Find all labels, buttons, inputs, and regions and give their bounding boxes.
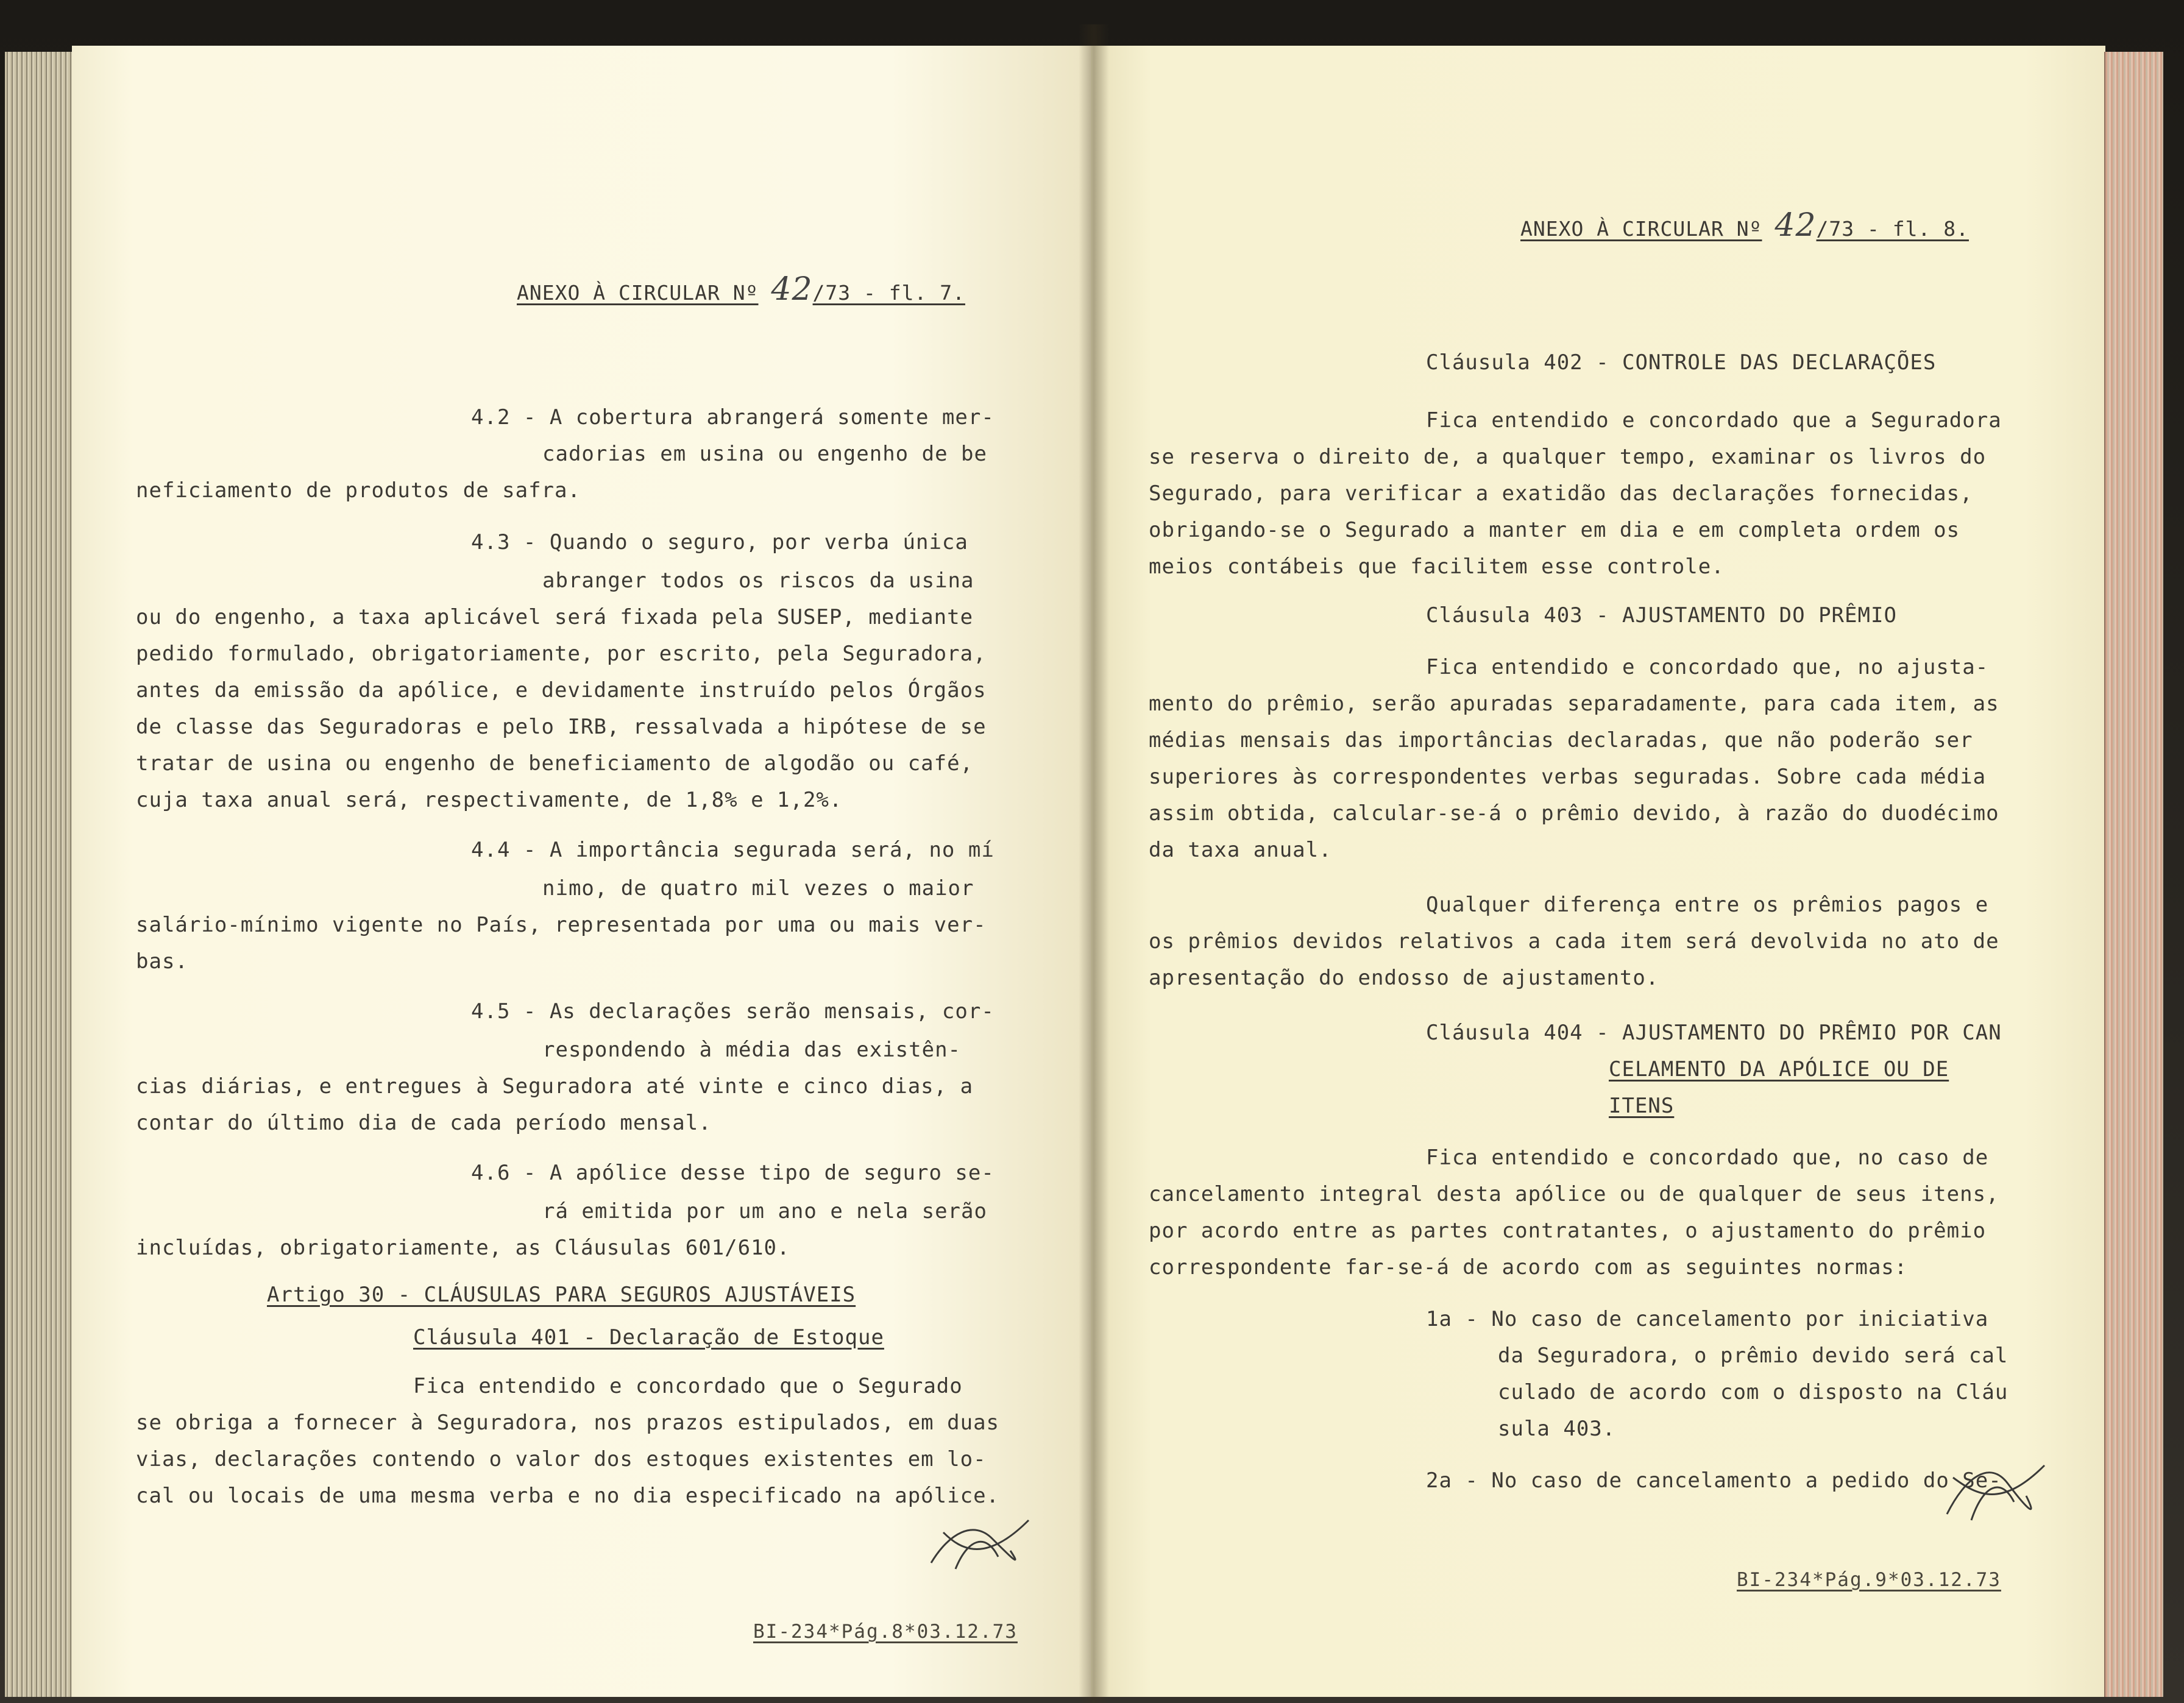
text-line: obrigando-se o Segurado a manter em dia e em completa ordem os [1149, 518, 1960, 542]
text-line: neficiamento de produtos de safra. [136, 478, 581, 503]
text-line: ou do engenho, a taxa aplicável será fixada pela SUSEP, mediante [136, 605, 974, 629]
text-line: se obriga a fornecer à Seguradora, nos prazos estipulados, em duas [136, 1411, 1000, 1435]
text-line: de classe das Seguradoras e pelo IRB, ressalvada a hipótese de se [136, 715, 987, 739]
right-page [1091, 46, 2105, 1697]
text-line: médias mensais das importâncias declaradas, que não poderão ser [1149, 728, 1973, 752]
signature-initials [919, 1496, 1041, 1587]
page-footer: BI-234*Pág.9*03.12.73 [1737, 1569, 2001, 1591]
text-line: apresentação do endosso de ajustamento. [1149, 966, 1659, 990]
right-page-edges [2104, 52, 2163, 1697]
text-line: cal ou locais de uma mesma verba e no dia especificado na apólice. [136, 1484, 1000, 1508]
text-line: 4.5 - As declarações serão mensais, cor- [471, 999, 994, 1024]
header-prefix: ANEXO À CIRCULAR Nº [1520, 217, 1762, 241]
clause-heading: Cláusula 403 - AJUSTAMENTO DO PRÊMIO [1426, 603, 1897, 628]
text-line: rá emitida por um ano e nela serão [542, 1199, 987, 1223]
text-line: Segurado, para verificar a exatidão das declarações fornecidas, [1149, 481, 1973, 506]
text-line: incluídas, obrigatoriamente, as Cláusulas 601/610. [136, 1236, 790, 1260]
text-line: pedido formulado, obrigatoriamente, por escrito, pela Seguradora, [136, 642, 987, 666]
text-line: respondendo à média das existên- [542, 1038, 962, 1062]
text-line: sula 403. [1498, 1417, 1616, 1441]
text-line: salário-mínimo vigente no País, representada por uma ou mais ver- [136, 913, 987, 937]
text-line: Fica entendido e concordado que, no ajusta- [1426, 655, 1989, 679]
text-line: bas. [136, 949, 188, 974]
text-line: Fica entendido e concordado que o Segurado [413, 1374, 963, 1398]
text-line: 1a - No caso de cancelamento por iniciativa [1426, 1307, 1989, 1331]
text-line: tratar de usina ou engenho de beneficiamento de algodão ou café, [136, 751, 974, 776]
text-line: meios contábeis que facilitem esse controle. [1149, 554, 1725, 579]
right-page-block [1091, 34, 2163, 1697]
text-line: se reserva o direito de, a qualquer tempo, examinar os livros do [1149, 445, 1987, 469]
text-line: 4.4 - A importância segurada será, no mí [471, 838, 994, 862]
text-line: da Seguradora, o prêmio devido será cal [1498, 1344, 2008, 1368]
text-line: antes da emissão da apólice, e devidamente instruído pelos Órgãos [136, 678, 987, 703]
clause-heading-cont: ITENS [1609, 1094, 1675, 1118]
text-line: cias diárias, e entregues à Seguradora até vinte e cinco dias, a [136, 1074, 974, 1099]
text-line: vias, declarações contendo o valor dos estoques existentes em lo- [136, 1447, 987, 1471]
text-line: 4.3 - Quando o seguro, por verba única [471, 530, 968, 554]
left-page [72, 46, 1096, 1697]
text-line: abranger todos os riscos da usina [542, 568, 974, 593]
header-prefix: ANEXO À CIRCULAR Nº [517, 281, 759, 305]
text-line: Qualquer diferença entre os prêmios pagos e [1426, 893, 1989, 917]
left-page-block [5, 34, 1096, 1697]
book-gutter [1079, 24, 1109, 1703]
text-line: mento do prêmio, serão apuradas separadamente, para cada item, as [1149, 692, 1999, 716]
clause-heading-cont: CELAMENTO DA APÓLICE OU DE [1609, 1057, 1949, 1082]
text-line: 2a - No caso de cancelamento a pedido do Se- [1426, 1468, 2002, 1493]
handwritten-number: 42 [1774, 207, 1817, 244]
right-header [1520, 207, 1969, 244]
text-line: culado de acordo com o disposto na Cláu [1498, 1380, 2008, 1404]
text-line: 4.6 - A apólice desse tipo de seguro se- [471, 1161, 994, 1185]
text-line: cuja taxa anual será, respectivamente, de 1,8% e 1,2%. [136, 788, 843, 812]
text-line: assim obtida, calcular-se-á o prêmio devido, à razão do duodécimo [1149, 801, 1999, 826]
text-line: Fica entendido e concordado que a Seguradora [1426, 408, 2002, 433]
signature-initials [1929, 1435, 2051, 1538]
text-line: cadorias em usina ou engenho de be [542, 442, 987, 466]
left-header [517, 271, 965, 308]
text-line: cancelamento integral desta apólice ou de qualquer de seus itens, [1149, 1182, 1999, 1206]
text-line: nimo, de quatro mil vezes o maior [542, 876, 974, 901]
clause-heading: Cláusula 404 - AJUSTAMENTO DO PRÊMIO POR CAN [1426, 1021, 2002, 1045]
page-footer: BI-234*Pág.8*03.12.73 [753, 1621, 1018, 1643]
text-line: 4.2 - A cobertura abrangerá somente mer- [471, 405, 994, 430]
text-line: por acordo entre as partes contratantes, o ajustamento do prêmio [1149, 1219, 1987, 1243]
text-line: superiores às correspondentes verbas seguradas. Sobre cada média [1149, 765, 1987, 789]
clause-heading: Cláusula 402 - CONTROLE DAS DECLARAÇÕES [1426, 350, 1937, 375]
handwritten-number: 42 [771, 271, 813, 308]
left-page-edges [5, 52, 73, 1697]
clause-heading: Cláusula 401 - Declaração de Estoque [413, 1325, 884, 1350]
header-suffix: /73 - fl. 8. [1816, 217, 1969, 241]
text-line: Fica entendido e concordado que, no caso de [1426, 1145, 1989, 1170]
header-suffix: /73 - fl. 7. [812, 281, 965, 305]
text-line: os prêmios devidos relativos a cada item será devolvida no ato de [1149, 929, 1999, 954]
text-line: da taxa anual. [1149, 838, 1332, 862]
text-line: contar do último dia de cada período mensal. [136, 1111, 712, 1135]
text-line: correspondente far-se-á de acordo com as seguintes normas: [1149, 1255, 1908, 1280]
section-heading: Artigo 30 - CLÁUSULAS PARA SEGUROS AJUSTÁVEIS [267, 1283, 856, 1307]
